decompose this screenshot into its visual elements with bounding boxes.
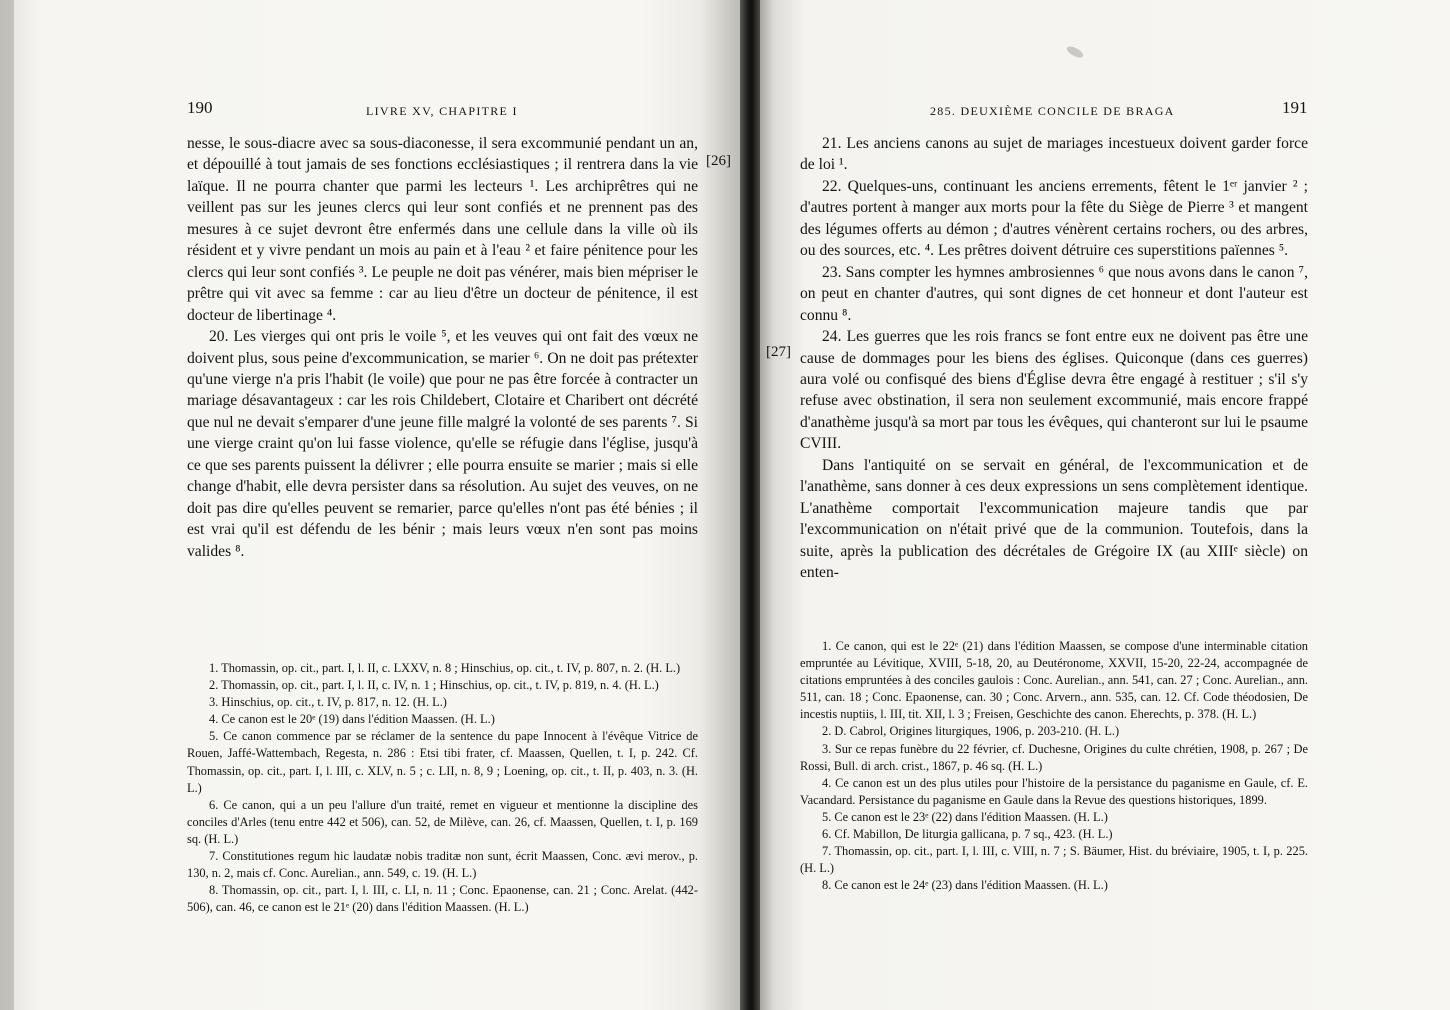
book-gutter xyxy=(740,0,760,1010)
footnote: 8. Thomassin, op. cit., part. I, l. III, c. LI, n. 11 ; Conc. Epaonense, can. 21 ; Conc. Arelat. (442-506), can. 46, ce canon est le 21ᵉ (20) dans l'édition Maassen. (H. L.) xyxy=(187,883,698,915)
paragraph: Dans l'antiquité on se servait en général, de l'excommunication et de l'anathème, sans donner à ces deux expressions un sens complètement identique. L'anathème comportait l'excommunication majeure tandis que par l'excommunication on n'était privé que de la communion. Toutefois, dans la suite, après la publication des décrétales de Grégoire IX (au XIIIᵉ siècle) on enten- xyxy=(800,456,1308,582)
footnote: 5. Ce canon commence par se réclamer de la sentence du pape Innocent à l'évêque Vitrice de Rouen, Jaffé-Wattembach, Regesta, n. 286 : Etsi tibi frater, cf. Maassen, Quellen, t. I, p. 242. Cf. Thomassin, op. cit., part. I, l. III, c. XLV, n. 5 ; c. LII, n. 8, 9 ; Loening, op. cit., t. II, p. 403, n. 3. (H. L.) xyxy=(187,729,698,795)
running-head-left: LIVRE XV, CHAPITRE I xyxy=(366,104,518,118)
footnote: 7. Thomassin, op. cit., part. I, l. III, c. VIII, n. 7 ; S. Bäumer, Hist. du bréviaire, 1905, t. I, p. 225. (H. L.) xyxy=(800,844,1308,876)
paragraph: 22. Quelques-uns, continuant les anciens errements, fêtent le 1ᵉʳ janvier ² ; d'autres portent à manger aux morts pour la fête du Siège de Pierre ³ et mangent des légumes offerts au démon ; d'autres vénèrent certains rochers, ou des arbres, ou des sources, etc. ⁴. Les prêtres doivent détruire ces superstitions païennes ⁵. xyxy=(800,177,1308,260)
left-footnotes xyxy=(187,660,698,916)
right-page xyxy=(760,0,1450,1010)
margin-marker-left: [26] xyxy=(706,153,731,169)
footnote: 4. Ce canon est un des plus utiles pour l'histoire de la persistance du paganisme en Gaule, cf. E. Vacandard. Persistance du paganisme en Gaule dans la Revue des questions historiques, 1899. xyxy=(800,775,1308,807)
footnote: 1. Thomassin, op. cit., part. I, l. II, c. LXXV, n. 8 ; Hinschius, op. cit., t. IV, p. 807, n. 2. (H. L.) xyxy=(209,661,681,675)
right-footnotes xyxy=(800,638,1308,894)
footnote: 3. Sur ce repas funèbre du 22 février, cf. Duchesne, Origines du culte chrétien, 1908, p. 267 ; De Rossi, Bull. di arch. crist., 1867, p. 46 sq. (H. L.) xyxy=(800,741,1308,773)
paragraph: 21. Les anciens canons au sujet de mariages incestueux doivent garder force de loi ¹. xyxy=(800,135,1308,174)
left-body-text xyxy=(187,133,698,562)
page-edges xyxy=(0,0,14,1010)
footnote: 4. Ce canon est le 20ᵉ (19) dans l'édition Maassen. (H. L.) xyxy=(209,712,495,727)
paper-mark xyxy=(1065,44,1085,60)
page-number-right: 191 xyxy=(1282,98,1308,117)
paragraph: 20. Les vierges qui ont pris le voile ⁵, et les veuves qui ont fait des vœux ne doivent plus, sous peine d'excommunication, se marier ⁶. On ne doit pas prétexter qu'une vierge n'a pris l'habit (le voile) que pour ne pas être forcée à contracter un mariage désavantageux : car les rois Childebert, Clotaire et Charibert ont décrété que nul ne devait s'emparer d'une jeune fille malgré la volonté de ses parents ⁷. Si une vierge craint qu'on lui fasse violence, qu'elle se réfugie dans l'église, jusqu'à ce que ses parents puissent la délivrer ; elle pourra ensuite se marier ; mais si elle change d'habit, elle devra persister dans sa résolution. Au sujet des veuves, on ne doit pas dire qu'elles peuvent se remarier, parce qu'elles n'ont pas été bénies ; il est vrai qu'il est défendu de les bénir ; mais leurs vœux n'en sont pas moins valides ⁸. xyxy=(187,328,698,560)
paragraph: 23. Sans compter les hymnes ambrosiennes ⁶ que nous avons dans le canon ⁷, on peut en chanter d'autres, qui sont dignes de cet honneur et dont l'auteur est connu ⁸. xyxy=(800,263,1308,324)
running-head-right: 285. DEUXIÈME CONCILE DE BRAGA xyxy=(930,104,1175,118)
footnote: 7. Constitutiones regum hic laudatæ nobis traditæ non sunt, écrit Maassen, Conc. ævi merov., p. 130, n. 2, mais cf. Conc. Aurelian., ann. 549, c. 19. (H. L.) xyxy=(187,849,698,881)
page-number-left: 190 xyxy=(187,98,213,117)
footnote: 6. Ce canon, qui a un peu l'allure d'un traité, remet en vigueur et mentionne la discipline des conciles d'Arles (tenu entre 442 et 506), can. 52, de Milève, can. 26, cf. Maassen, Quellen, t. I, p. 169 sq. (H. L.) xyxy=(187,797,698,846)
footnote: 3. Hinschius, op. cit., t. IV, p. 817, n. 12. (H. L.) xyxy=(209,695,447,710)
footnote: 5. Ce canon est le 23ᵉ (22) dans l'édition Maassen. (H. L.) xyxy=(822,809,1108,824)
footnote: 6. Cf. Mabillon, De liturgia gallicana, p. 7 sq., 423. (H. L.) xyxy=(822,827,1113,842)
footnote: 8. Ce canon est le 24ᵉ (23) dans l'édition Maassen. (H. L.) xyxy=(822,878,1108,893)
margin-marker-right: [27] xyxy=(766,344,791,360)
footnote: 1. Ce canon, qui est le 22ᵉ (21) dans l'édition Maassen, se compose d'une interminable citation empruntée au Lévitique, XVIII, 5-18, 20, au Deutéronome, XXVII, 15-20, 22-24, accompagnée de citations empruntées à des conciles gaulois : Conc. Aurelian., ann. 541, can. 27 ; Conc. Aurelian., ann. 511, can. 18 ; Conc. Epaonense, can. 30 ; Conc. Arvern., ann. 535, can. 12. Cf. Code théodosien, De incestis nuptiis, l. III, tit. XII, l. 3 ; Freisen, Geschichte des canon. Eherechts, p. 378. (H. L.) xyxy=(800,639,1308,722)
paragraph: nesse, le sous-diacre avec sa sous-diaconesse, il sera excommunié pendant un an, et dépouillé à tout jamais de ses fonctions ecclésiastiques ; il rentrera dans la vie laïque. Il ne pourra chanter que parmi les lecteurs ¹. Les archiprêtres qui ne veillent pas sur les jeunes clercs qui leur sont confiés et ne prennent pas des mesures à ce sujet devront être enfermés dans une cellule dans la ville où ils résident et y vivre pendant un mois au pain et à l'eau ² et faire pénitence pour les clercs qui leur sont confiés ³. Le peuple ne doit pas vénérer, mais bien mépriser le prêtre qui vit avec sa femme : car au lieu d'être un docteur de pénitence, il est docteur de libertinage ⁴. xyxy=(187,135,698,324)
right-body-text xyxy=(800,133,1308,584)
paragraph: 24. Les guerres que les rois francs se font entre eux ne doivent pas être une cause de dommages pour les biens des églises. Quiconque (dans ces guerres) aura volé ou confisqué des biens d'Église devra être engagé à restituer ; s'il s'y refuse avec obstination, il sera non seulement excommunié, mais encore frappé d'anathème jusqu'à sa mort par tous les évêques, qui chanteront sur lui le psaume CVIII. xyxy=(800,328,1308,453)
footnote: 2. Thomassin, op. cit., part. I, l. II, c. IV, n. 1 ; Hinschius, op. cit., t. IV, p. 819, n. 4. (H. L.) xyxy=(209,678,659,693)
footnote: 2. D. Cabrol, Origines liturgiques, 1906, p. 203-210. (H. L.) xyxy=(822,724,1120,739)
